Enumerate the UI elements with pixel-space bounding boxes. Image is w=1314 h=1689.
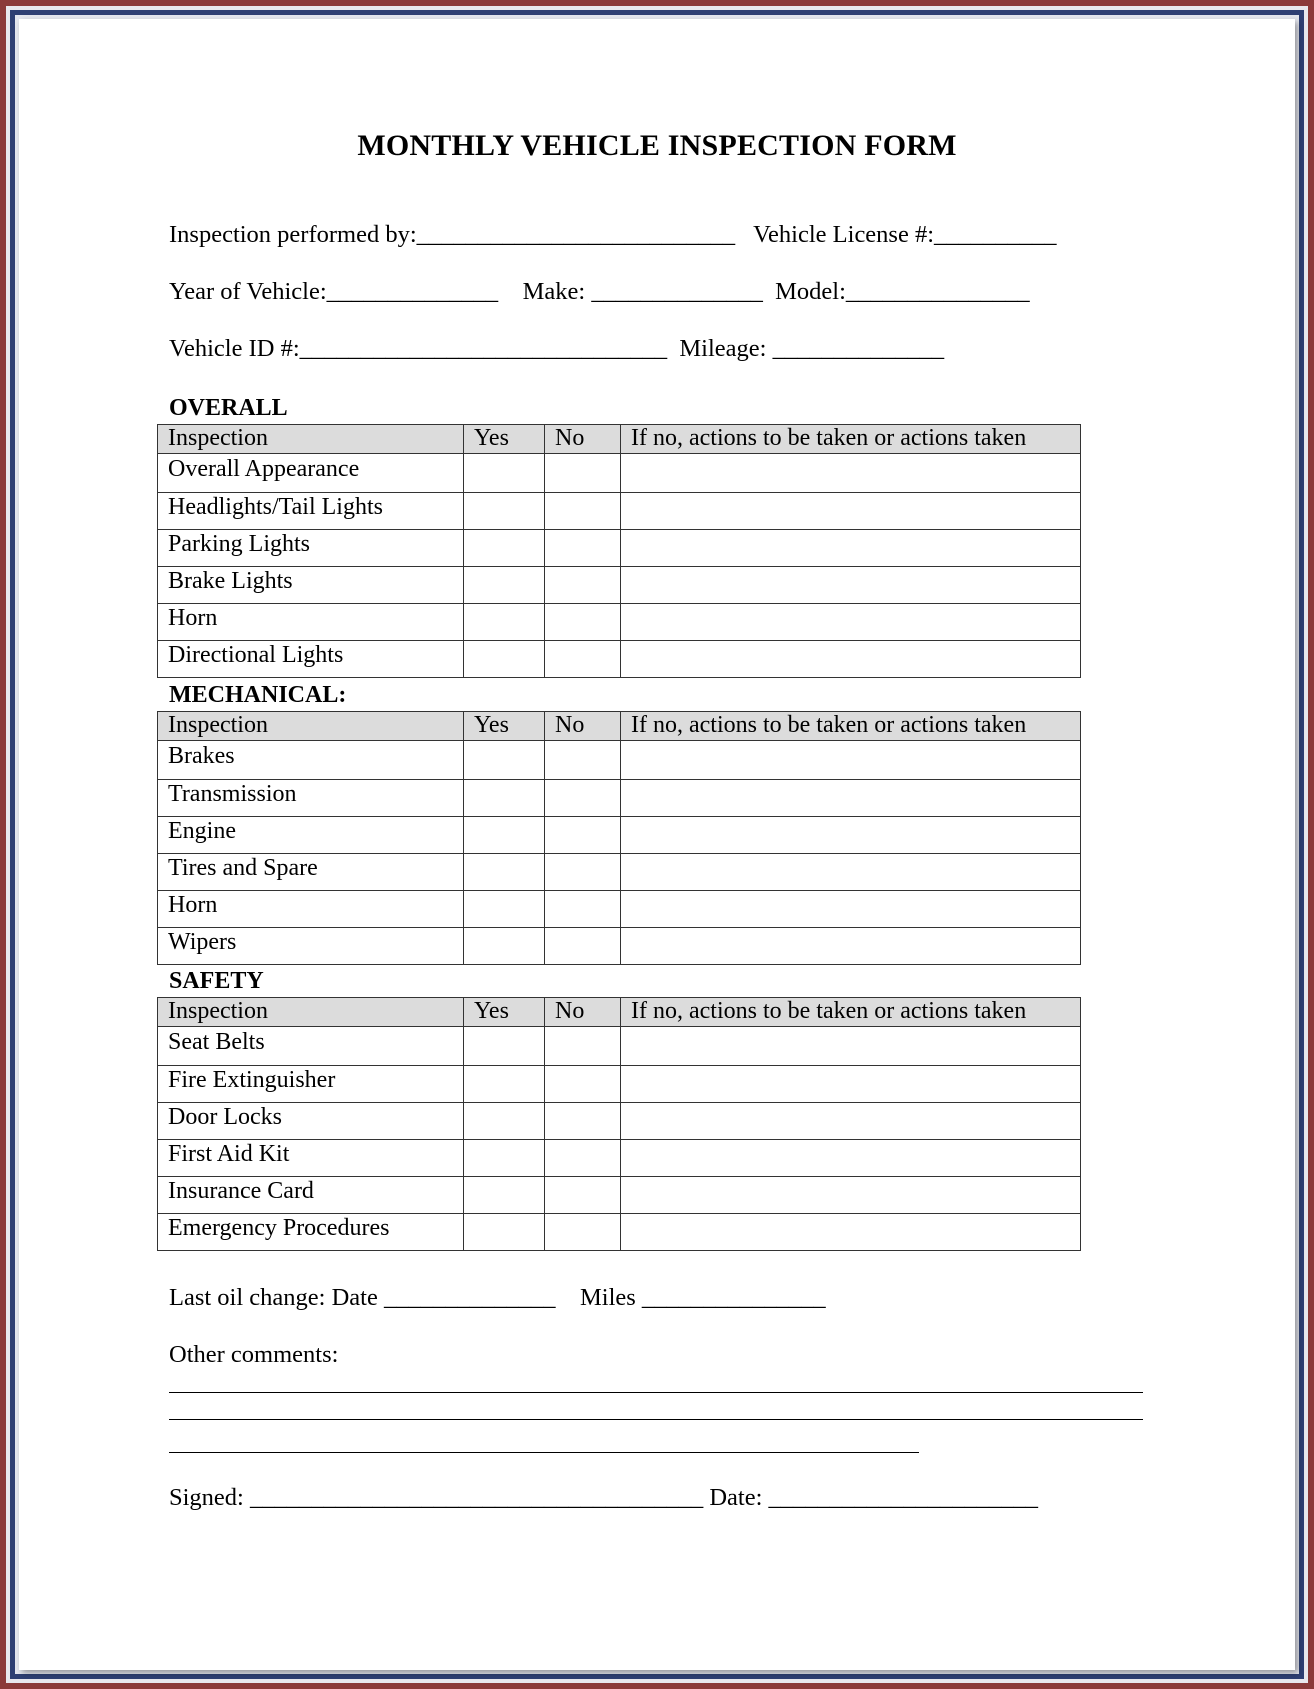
yes-cell[interactable]	[464, 891, 545, 928]
yes-cell[interactable]	[464, 1177, 545, 1214]
yes-cell[interactable]	[464, 454, 545, 493]
actions-cell[interactable]	[621, 454, 1081, 493]
col-no: No	[545, 998, 621, 1027]
yes-cell[interactable]	[464, 1027, 545, 1066]
inspector-license-line[interactable]: Inspection performed by:__________________________ Vehicle License #:__________	[169, 221, 1057, 248]
table-row	[158, 854, 1081, 891]
yes-cell[interactable]	[464, 780, 545, 817]
no-cell[interactable]	[545, 641, 621, 678]
actions-cell[interactable]	[621, 854, 1081, 891]
vehicle-id-mileage-line[interactable]: Vehicle ID #:______________________________ Mileage: ______________	[169, 335, 945, 362]
table-row	[158, 741, 1081, 780]
no-cell[interactable]	[545, 530, 621, 567]
item-label: Engine	[158, 817, 464, 854]
actions-cell[interactable]	[621, 1214, 1081, 1251]
col-yes: Yes	[464, 712, 545, 741]
item-label: Emergency Procedures	[158, 1214, 464, 1251]
signature-date-line[interactable]: Signed: _____________________________________ Date: ______________________	[169, 1484, 1039, 1511]
table-row	[158, 567, 1081, 604]
yes-cell[interactable]	[464, 641, 545, 678]
no-cell[interactable]	[545, 493, 621, 530]
table-header-row	[158, 998, 1081, 1027]
yes-cell[interactable]	[464, 1103, 545, 1140]
no-cell[interactable]	[545, 1140, 621, 1177]
item-label: Headlights/Tail Lights	[158, 493, 464, 530]
item-label: Transmission	[158, 780, 464, 817]
yes-cell[interactable]	[464, 604, 545, 641]
comment-line-1[interactable]	[169, 1392, 1143, 1393]
table-header-row	[158, 425, 1081, 454]
table-row	[158, 780, 1081, 817]
table-row	[158, 928, 1081, 965]
comments-label: Other comments:	[169, 1341, 339, 1368]
no-cell[interactable]	[545, 854, 621, 891]
overall-table	[157, 424, 1081, 678]
yes-cell[interactable]	[464, 1214, 545, 1251]
actions-cell[interactable]	[621, 493, 1081, 530]
item-label: Horn	[158, 604, 464, 641]
actions-cell[interactable]	[621, 891, 1081, 928]
no-cell[interactable]	[545, 1027, 621, 1066]
form-title: MONTHLY VEHICLE INSPECTION FORM	[357, 129, 957, 162]
item-label: Fire Extinguisher	[158, 1066, 464, 1103]
section-heading-overall: OVERALL	[169, 395, 288, 421]
yes-cell[interactable]	[464, 741, 545, 780]
mechanical-table	[157, 711, 1081, 965]
actions-cell[interactable]	[621, 817, 1081, 854]
actions-cell[interactable]	[621, 780, 1081, 817]
no-cell[interactable]	[545, 1103, 621, 1140]
item-label: Directional Lights	[158, 641, 464, 678]
table-row	[158, 641, 1081, 678]
table-row	[158, 891, 1081, 928]
table-row	[158, 1214, 1081, 1251]
item-label: Parking Lights	[158, 530, 464, 567]
col-yes: Yes	[464, 998, 545, 1027]
yes-cell[interactable]	[464, 817, 545, 854]
item-label: Tires and Spare	[158, 854, 464, 891]
year-make-model-line[interactable]: Year of Vehicle:______________ Make: ______________ Model:_______________	[169, 278, 1030, 305]
item-label: Brake Lights	[158, 567, 464, 604]
col-no: No	[545, 425, 621, 454]
no-cell[interactable]	[545, 1214, 621, 1251]
actions-cell[interactable]	[621, 1066, 1081, 1103]
comment-line-3[interactable]	[169, 1452, 919, 1453]
yes-cell[interactable]	[464, 1140, 545, 1177]
table-row	[158, 1140, 1081, 1177]
item-label: Door Locks	[158, 1103, 464, 1140]
safety-table	[157, 997, 1081, 1251]
section-heading-mechanical: MECHANICAL:	[169, 682, 347, 708]
col-inspection: Inspection	[158, 712, 464, 741]
table-row	[158, 1066, 1081, 1103]
no-cell[interactable]	[545, 741, 621, 780]
col-actions: If no, actions to be taken or actions taken	[621, 425, 1081, 454]
yes-cell[interactable]	[464, 1066, 545, 1103]
item-label: Brakes	[158, 741, 464, 780]
no-cell[interactable]	[545, 817, 621, 854]
no-cell[interactable]	[545, 1177, 621, 1214]
yes-cell[interactable]	[464, 854, 545, 891]
no-cell[interactable]	[545, 454, 621, 493]
no-cell[interactable]	[545, 928, 621, 965]
table-row	[158, 454, 1081, 493]
table-header-row	[158, 712, 1081, 741]
yes-cell[interactable]	[464, 928, 545, 965]
col-inspection: Inspection	[158, 425, 464, 454]
table-row	[158, 817, 1081, 854]
yes-cell[interactable]	[464, 567, 545, 604]
oil-change-line[interactable]: Last oil change: Date ______________ Miles _______________	[169, 1284, 826, 1311]
col-no: No	[545, 712, 621, 741]
table-row	[158, 604, 1081, 641]
actions-cell[interactable]	[621, 1027, 1081, 1066]
item-label: Horn	[158, 891, 464, 928]
actions-cell[interactable]	[621, 928, 1081, 965]
table-row	[158, 530, 1081, 567]
actions-cell[interactable]	[621, 1140, 1081, 1177]
actions-cell[interactable]	[621, 1177, 1081, 1214]
table-row	[158, 493, 1081, 530]
actions-cell[interactable]	[621, 741, 1081, 780]
col-actions: If no, actions to be taken or actions taken	[621, 712, 1081, 741]
item-label: Seat Belts	[158, 1027, 464, 1066]
yes-cell[interactable]	[464, 493, 545, 530]
no-cell[interactable]	[545, 567, 621, 604]
item-label: Insurance Card	[158, 1177, 464, 1214]
item-label: Overall Appearance	[158, 454, 464, 493]
actions-cell[interactable]	[621, 641, 1081, 678]
section-heading-safety: SAFETY	[169, 968, 264, 994]
actions-cell[interactable]	[621, 530, 1081, 567]
no-cell[interactable]	[545, 780, 621, 817]
no-cell[interactable]	[545, 891, 621, 928]
yes-cell[interactable]	[464, 530, 545, 567]
col-yes: Yes	[464, 425, 545, 454]
table-row	[158, 1103, 1081, 1140]
actions-cell[interactable]	[621, 1103, 1081, 1140]
no-cell[interactable]	[545, 1066, 621, 1103]
col-actions: If no, actions to be taken or actions taken	[621, 998, 1081, 1027]
comment-line-2[interactable]	[169, 1419, 1143, 1420]
actions-cell[interactable]	[621, 604, 1081, 641]
col-inspection: Inspection	[158, 998, 464, 1027]
item-label: First Aid Kit	[158, 1140, 464, 1177]
table-row	[158, 1177, 1081, 1214]
actions-cell[interactable]	[621, 567, 1081, 604]
no-cell[interactable]	[545, 604, 621, 641]
table-row	[158, 1027, 1081, 1066]
item-label: Wipers	[158, 928, 464, 965]
